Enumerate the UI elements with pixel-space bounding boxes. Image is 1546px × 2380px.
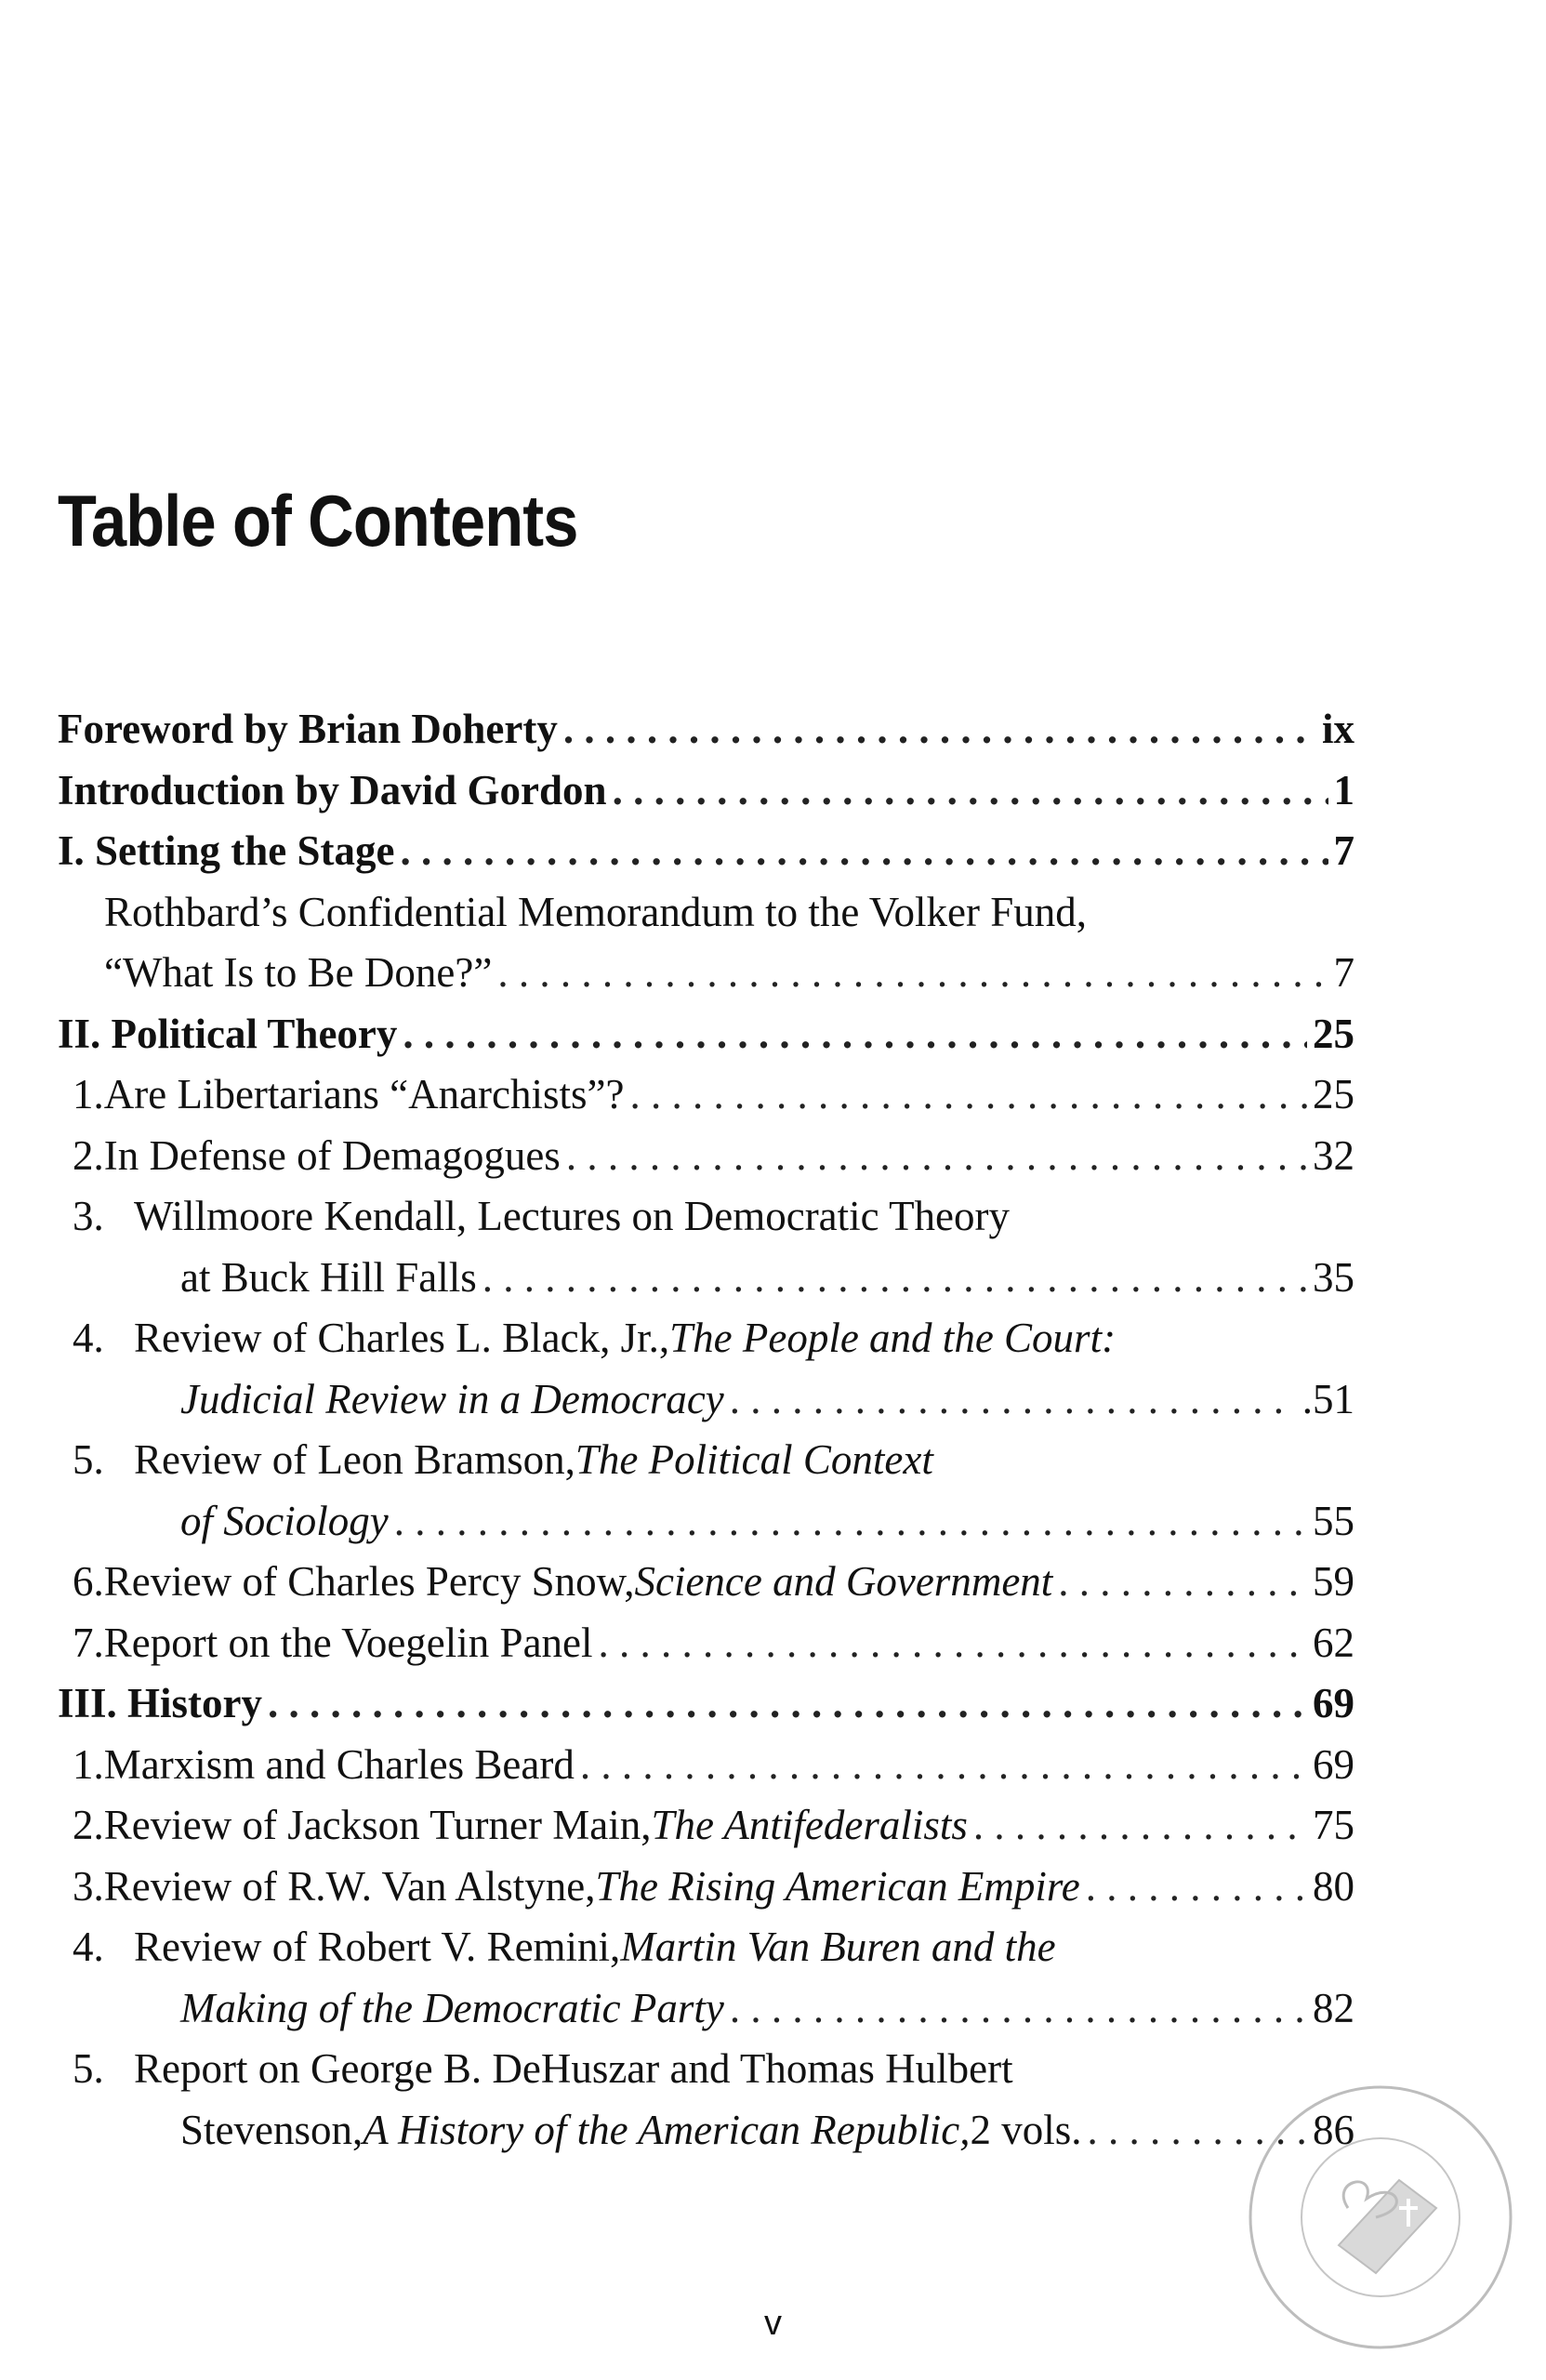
- entry-title: Report on the Voegelin Panel: [103, 1619, 593, 1666]
- toc-item-entry: [58, 882, 1354, 944]
- entry-title-italic: The Political Context: [575, 1436, 933, 1483]
- entry-title: Rothbard’s Confidential Memorandum to the Volker Fund,: [104, 888, 1087, 935]
- entry-title-italic: The Rising American Empire: [595, 1862, 1080, 1910]
- dot-leader: [629, 1064, 1307, 1126]
- entry-number: 3.: [73, 1193, 104, 1239]
- entry-page-number: 1: [1333, 766, 1354, 813]
- entry-title-italic: Science and Government: [634, 1558, 1053, 1605]
- dot-leader: [566, 1126, 1307, 1187]
- entry-title: Report on George B. DeHuszar and Thomas Hulbert: [134, 2045, 1013, 2092]
- entry-title: Are Libertarians “Anarchists”?: [103, 1071, 625, 1117]
- entry-page-number: 55: [1313, 1497, 1354, 1544]
- dot-leader: [613, 760, 1328, 822]
- toc-section-entry: [58, 1673, 1354, 1735]
- bookseller-stamp-icon: [1236, 2069, 1525, 2366]
- toc-entry-continuation: [58, 1491, 1354, 1553]
- entry-title: Willmoore Kendall, Lectures on Democratic Theory: [134, 1193, 1011, 1239]
- dot-leader: [563, 699, 1316, 760]
- entry-number: 6.: [73, 1558, 104, 1605]
- entry-number: 2.: [73, 1802, 104, 1848]
- entry-page-number: .51: [1302, 1375, 1354, 1422]
- entry-title: In Defense of Demagogues: [103, 1131, 561, 1179]
- toc-item-entry: [58, 1552, 1354, 1613]
- entry-page-number: 75: [1313, 1802, 1354, 1848]
- entry-number: 5.: [73, 1436, 104, 1483]
- entry-page-number: 62: [1313, 1619, 1354, 1666]
- entry-page-number: 25: [1313, 1010, 1354, 1057]
- entry-page-number: 82: [1313, 1984, 1354, 2031]
- toc-item-entry: [58, 1917, 1354, 1978]
- entry-page-number: 59: [1313, 1558, 1354, 1605]
- entry-title: Review of Leon Bramson,: [134, 1436, 575, 1483]
- entry-page-number: 25: [1313, 1071, 1354, 1117]
- entry-page-number: ix: [1321, 706, 1354, 752]
- entry-title: Foreword by Brian Doherty: [58, 706, 558, 752]
- toc-item-entry: [58, 2039, 1354, 2100]
- dot-leader: [482, 1248, 1307, 1309]
- entry-title: Review of Charles Percy Snow,: [103, 1558, 635, 1605]
- dot-leader: [394, 1491, 1307, 1553]
- entry-title-italic-continued: A History of the American Republic,: [363, 2106, 971, 2153]
- entry-page-number: 86: [1313, 2106, 1354, 2153]
- entry-title-italic: The People and the Court:: [669, 1315, 1117, 1361]
- toc-item-entry: [58, 1613, 1354, 1674]
- toc-item-entry: [58, 1857, 1354, 1918]
- entry-title-continued: Stevenson,: [180, 2106, 363, 2153]
- dot-leader: [268, 1673, 1307, 1735]
- entry-title: II. Political Theory: [58, 1010, 398, 1057]
- entry-title: Review of Jackson Turner Main,: [103, 1802, 652, 1848]
- entry-title: Review of R.W. Van Alstyne,: [103, 1862, 596, 1910]
- toc-section-entry: [58, 1004, 1354, 1065]
- entry-page-number: 35: [1313, 1253, 1354, 1301]
- toc-section-entry: [58, 760, 1354, 822]
- entry-title: III. History: [58, 1680, 263, 1726]
- dot-leader: [730, 1978, 1307, 2040]
- entry-title-italic-continued: Making of the Democratic Party: [180, 1984, 724, 2031]
- toc-entry-continuation: [58, 1369, 1354, 1431]
- toc-item-entry: [58, 1735, 1354, 1796]
- entry-title-italic-continued: Judicial Review in a Democracy: [180, 1375, 724, 1422]
- entry-number: 3.: [73, 1862, 104, 1910]
- entry-page-number: 7: [1333, 827, 1354, 874]
- entry-title: Marxism and Charles Beard: [103, 1740, 575, 1788]
- entry-title: Introduction by David Gordon: [58, 766, 607, 813]
- dot-leader: [730, 1369, 1297, 1431]
- toc-section-entry: [58, 821, 1354, 882]
- entry-page-number: 80: [1313, 1862, 1354, 1910]
- entry-title-continued: at Buck Hill Falls: [180, 1253, 477, 1301]
- dot-leader: [403, 1004, 1307, 1065]
- entry-number: 7.: [73, 1619, 104, 1666]
- dot-leader: [973, 1795, 1307, 1857]
- toc-entry-continuation: [58, 1978, 1354, 2040]
- entry-number: 5.: [73, 2045, 104, 2092]
- dot-leader: [599, 1613, 1307, 1674]
- entry-title: Review of Robert V. Remini,: [134, 1924, 621, 1970]
- entry-page-number: 32: [1313, 1131, 1354, 1179]
- toc-item-entry: [58, 1795, 1354, 1857]
- table-of-contents: [58, 699, 1354, 2161]
- entry-title-tail: 2 vols.: [970, 2106, 1082, 2153]
- entry-title: Review of Charles L. Black, Jr.,: [134, 1315, 670, 1361]
- entry-title-italic-continued: of Sociology: [180, 1497, 389, 1544]
- page-title: Table of Contents: [58, 480, 578, 562]
- toc-item-entry: [58, 1064, 1354, 1126]
- entry-number: 2.: [73, 1131, 104, 1179]
- entry-title-italic: Martin Van Buren and the: [620, 1924, 1056, 1970]
- entry-page-number: 69: [1313, 1740, 1354, 1788]
- dot-leader: [580, 1735, 1307, 1796]
- toc-entry-continuation: [58, 1248, 1354, 1309]
- dot-leader: [1058, 1552, 1307, 1613]
- toc-item-entry: [58, 1308, 1354, 1369]
- dot-leader: [1086, 1857, 1307, 1918]
- page-number: v: [764, 2304, 782, 2343]
- entry-number: 1.: [73, 1740, 104, 1788]
- entry-title: I. Setting the Stage: [58, 827, 395, 874]
- entry-number: 4.: [73, 1315, 104, 1361]
- dot-leader: [497, 943, 1328, 1004]
- toc-item-entry: [58, 1186, 1354, 1248]
- entry-title-italic: The Antifederalists: [651, 1802, 968, 1848]
- entry-page-number: 69: [1313, 1680, 1354, 1726]
- toc-item-entry: [58, 1430, 1354, 1491]
- entry-number: 4.: [73, 1924, 104, 1970]
- toc-entry-continuation: [58, 2100, 1354, 2162]
- entry-title-continued: “What Is to Be Done?”: [104, 949, 493, 996]
- entry-number: 1.: [73, 1071, 104, 1117]
- toc-entry-continuation: [58, 943, 1354, 1004]
- toc-item-entry: [58, 1126, 1354, 1187]
- entry-page-number: 7: [1333, 949, 1354, 996]
- dot-leader: [400, 821, 1328, 882]
- toc-section-entry: [58, 699, 1354, 760]
